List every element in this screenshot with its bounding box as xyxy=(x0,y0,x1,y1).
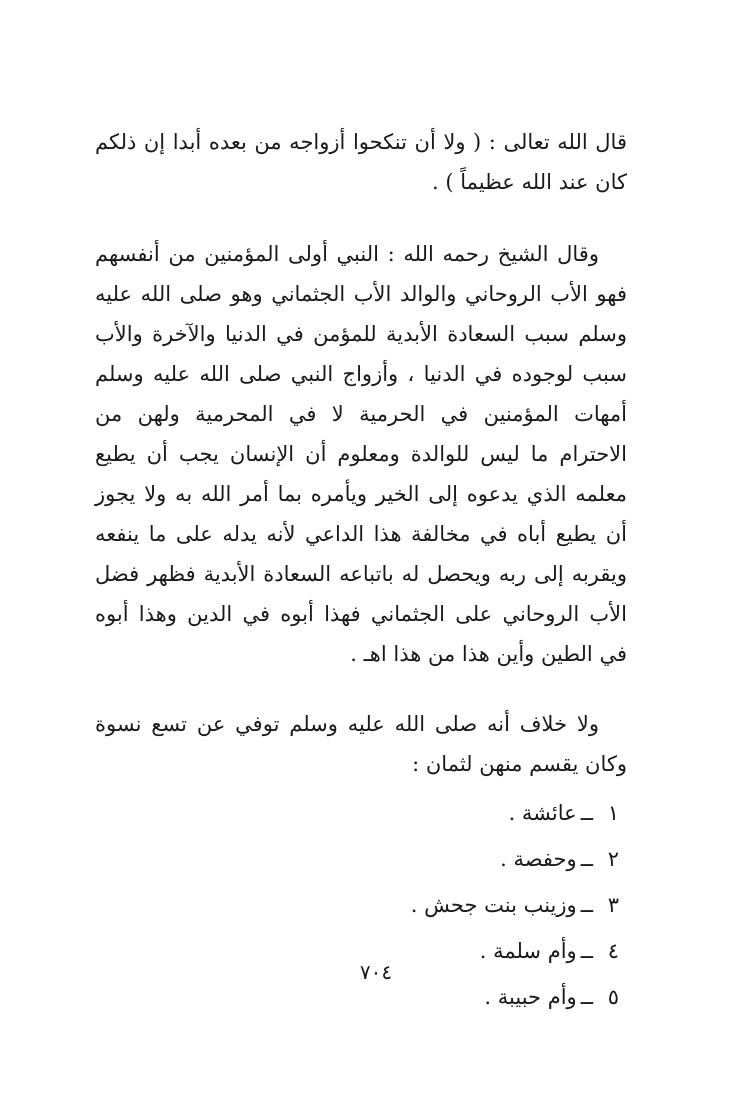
list-item-name: وأم سلمة . xyxy=(479,939,577,963)
list-item xyxy=(95,836,627,882)
list-item-name: عائشة . xyxy=(508,801,577,825)
wives-intro-paragraph: ولا خلاف أنه صلى الله عليه وسلم توفي عن تسع نسوة وكان يقسم منهن لثمان : xyxy=(95,712,627,776)
wives-list xyxy=(95,790,627,1020)
page-body xyxy=(95,118,627,1020)
sheikh-commentary-paragraph: وقال الشيخ رحمه الله : النبي أولى المؤمنين من أنفسهم فهو الأب الروحاني والوالد الأب الجثماني وهو صلى الله عليه وسلم سبب السعادة الأبدية للمؤمن في الدنيا والآخرة والأب سبب لوجوده في الدنيا ، وأزواج النبي صلى الله عليه وسلم أمهات المؤمنين في الحرمية لا في المحرمية ولهن من الاحترام ما ليس للوالدة ومعلوم أن الإنسان يجب أن يطيع معلمه الذي يدعوه إلى الخير ويأمره بما أمر الله به ولا يجوز أن يطيع أباه في مخالفة هذا الداعي لأنه يدله على ما ينفعه ويقربه إلى ربه ويحصل له باتباعه السعادة الأبدية فظهر فضل الأب الروحاني على الجثماني فهذا أبوه في الدين وهذا أبوه في الطين وأين هذا من هذا اهـ . xyxy=(95,242,627,666)
quran-verse-paragraph: قال الله تعالى : ( ولا أن تنكحوا أزواجه من بعده أبدا إن ذلكم كان عند الله عظيماً ) . xyxy=(95,130,627,194)
list-item xyxy=(95,882,627,928)
list-item-dash: ــ xyxy=(580,893,593,917)
list-item-number: ١ xyxy=(607,801,619,825)
list-item-number: ٣ xyxy=(607,893,619,917)
list-item-dash: ــ xyxy=(580,801,593,825)
list-item xyxy=(95,790,627,836)
list-item-number: ٥ xyxy=(607,985,619,1009)
list-item-name: وحفصة . xyxy=(500,847,577,871)
page-number: ٧٠٤ xyxy=(359,960,393,984)
list-item-number: ٤ xyxy=(607,939,619,963)
list-item-name: وأم حبيبة . xyxy=(484,985,577,1009)
list-item-dash: ــ xyxy=(580,985,593,1009)
list-item-number: ٢ xyxy=(607,847,619,871)
list-item-dash: ــ xyxy=(580,847,593,871)
list-item-dash: ــ xyxy=(580,939,593,963)
list-item-name: وزينب بنت جحش . xyxy=(410,893,577,917)
